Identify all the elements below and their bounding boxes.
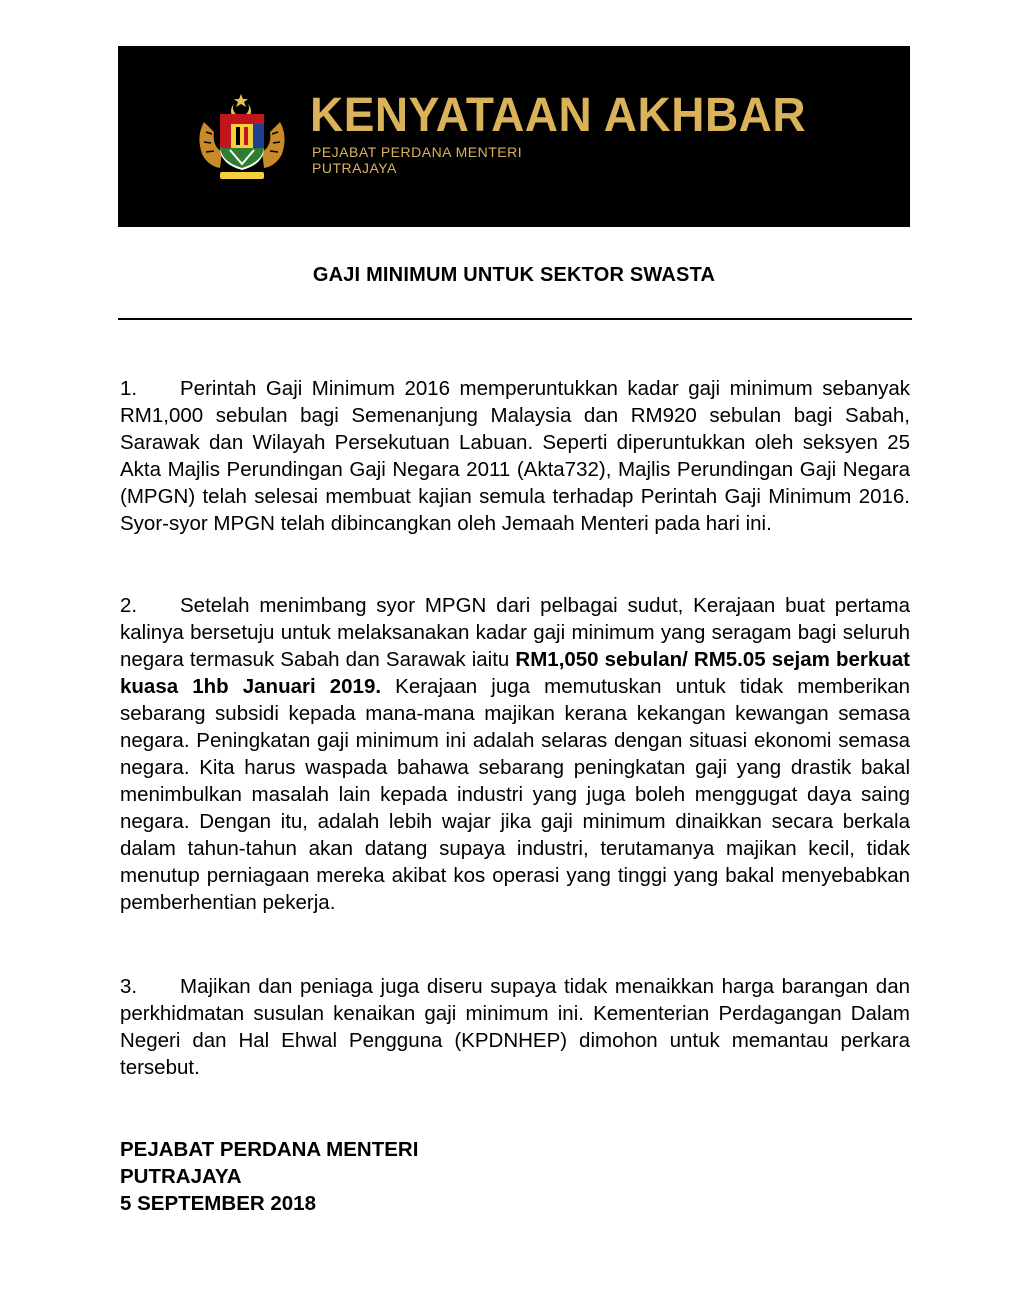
signoff-office: PEJABAT PERDANA MENTERI [120, 1138, 419, 1161]
paragraph-number: 1. [120, 377, 138, 400]
banner-office: PEJABAT PERDANA MENTERI [312, 144, 523, 160]
paragraph-1 [120, 375, 910, 537]
paragraph-2 [120, 592, 910, 916]
signoff-location: PUTRAJAYA [120, 1165, 242, 1188]
paragraph-emphasis: RM1,050 sebulan/ RM5.05 sejam berkuat kuasa 1hb Januari 2019. [120, 648, 910, 698]
paragraph-text: Majikan dan peniaga juga diseru supaya tidak menaikkan harga barangan dan perkhidmatan susulan kenaikan gaji minimum ini. Kementerian Perdagangan Dalam Negeri dan Hal Ehwal Pengguna (KPDNHEP) dimohon untuk memantau perkara tersebut. [120, 975, 910, 1079]
paragraph-text: Setelah menimbang syor MPGN dari pelbagai sudut, Kerajaan buat pertama kalinya bersetuju untuk melaksanakan kadar gaji minimum yang seragam bagi seluruh negara termasuk Sabah dan Sarawak iaitu [120, 594, 910, 671]
signoff-date: 5 SEPTEMBER 2018 [120, 1192, 316, 1215]
paragraph-text: Perintah Gaji Minimum 2016 memperuntukkan kadar gaji minimum sebanyak RM1,000 sebulan bagi Semenanjung Malaysia dan RM920 sebulan bagi Sabah, Sarawak dan Wilayah Persekutuan Labuan. Seperti diperuntukkan oleh seksyen 25 Akta Majlis Perundingan Gaji Negara 2011 (Akta732), Majlis Perundingan Gaji Negara (MPGN) telah selesai membuat kajian semula terhadap Perintah Gaji Minimum 2016. Syor-syor MPGN telah dibincangkan oleh Jemaah Menteri pada hari ini. [120, 377, 910, 535]
document-title: GAJI MINIMUM UNTUK SEKTOR SWASTA [312, 264, 716, 286]
banner-location: PUTRAJAYA [312, 160, 397, 176]
coat-of-arms-icon [190, 92, 294, 182]
paragraph-number: 3. [120, 975, 138, 998]
paragraph-number: 2. [120, 594, 138, 617]
paragraph-3 [120, 973, 910, 1081]
signoff-block [120, 1136, 418, 1217]
press-release-banner [118, 46, 910, 227]
banner-title: KENYATAAN AKHBAR [310, 87, 807, 142]
title-divider [118, 318, 912, 320]
paragraph-text: Kerajaan juga memutuskan untuk tidak memberikan sebarang subsidi kepada mana-mana majikan kerana kekangan kewangan semasa negara. Peningkatan gaji minimum ini adalah selaras dengan situasi ekonomi semasa negara. Kita harus waspada bahawa sebarang peningkatan gaji yang drastik bakal menimbulkan masalah lain kepada industri yang juga boleh menggugat daya saing negara. Dengan itu, adalah lebih wajar jika gaji minimum dinaikkan secara berkala dalam tahun-tahun akan datang supaya industri, terutamanya majikan kecil, tidak menutup perniagaan mereka akibat kos operasi yang tinggi yang bakal menyebabkan pemberhentian pekerja. [120, 675, 910, 914]
